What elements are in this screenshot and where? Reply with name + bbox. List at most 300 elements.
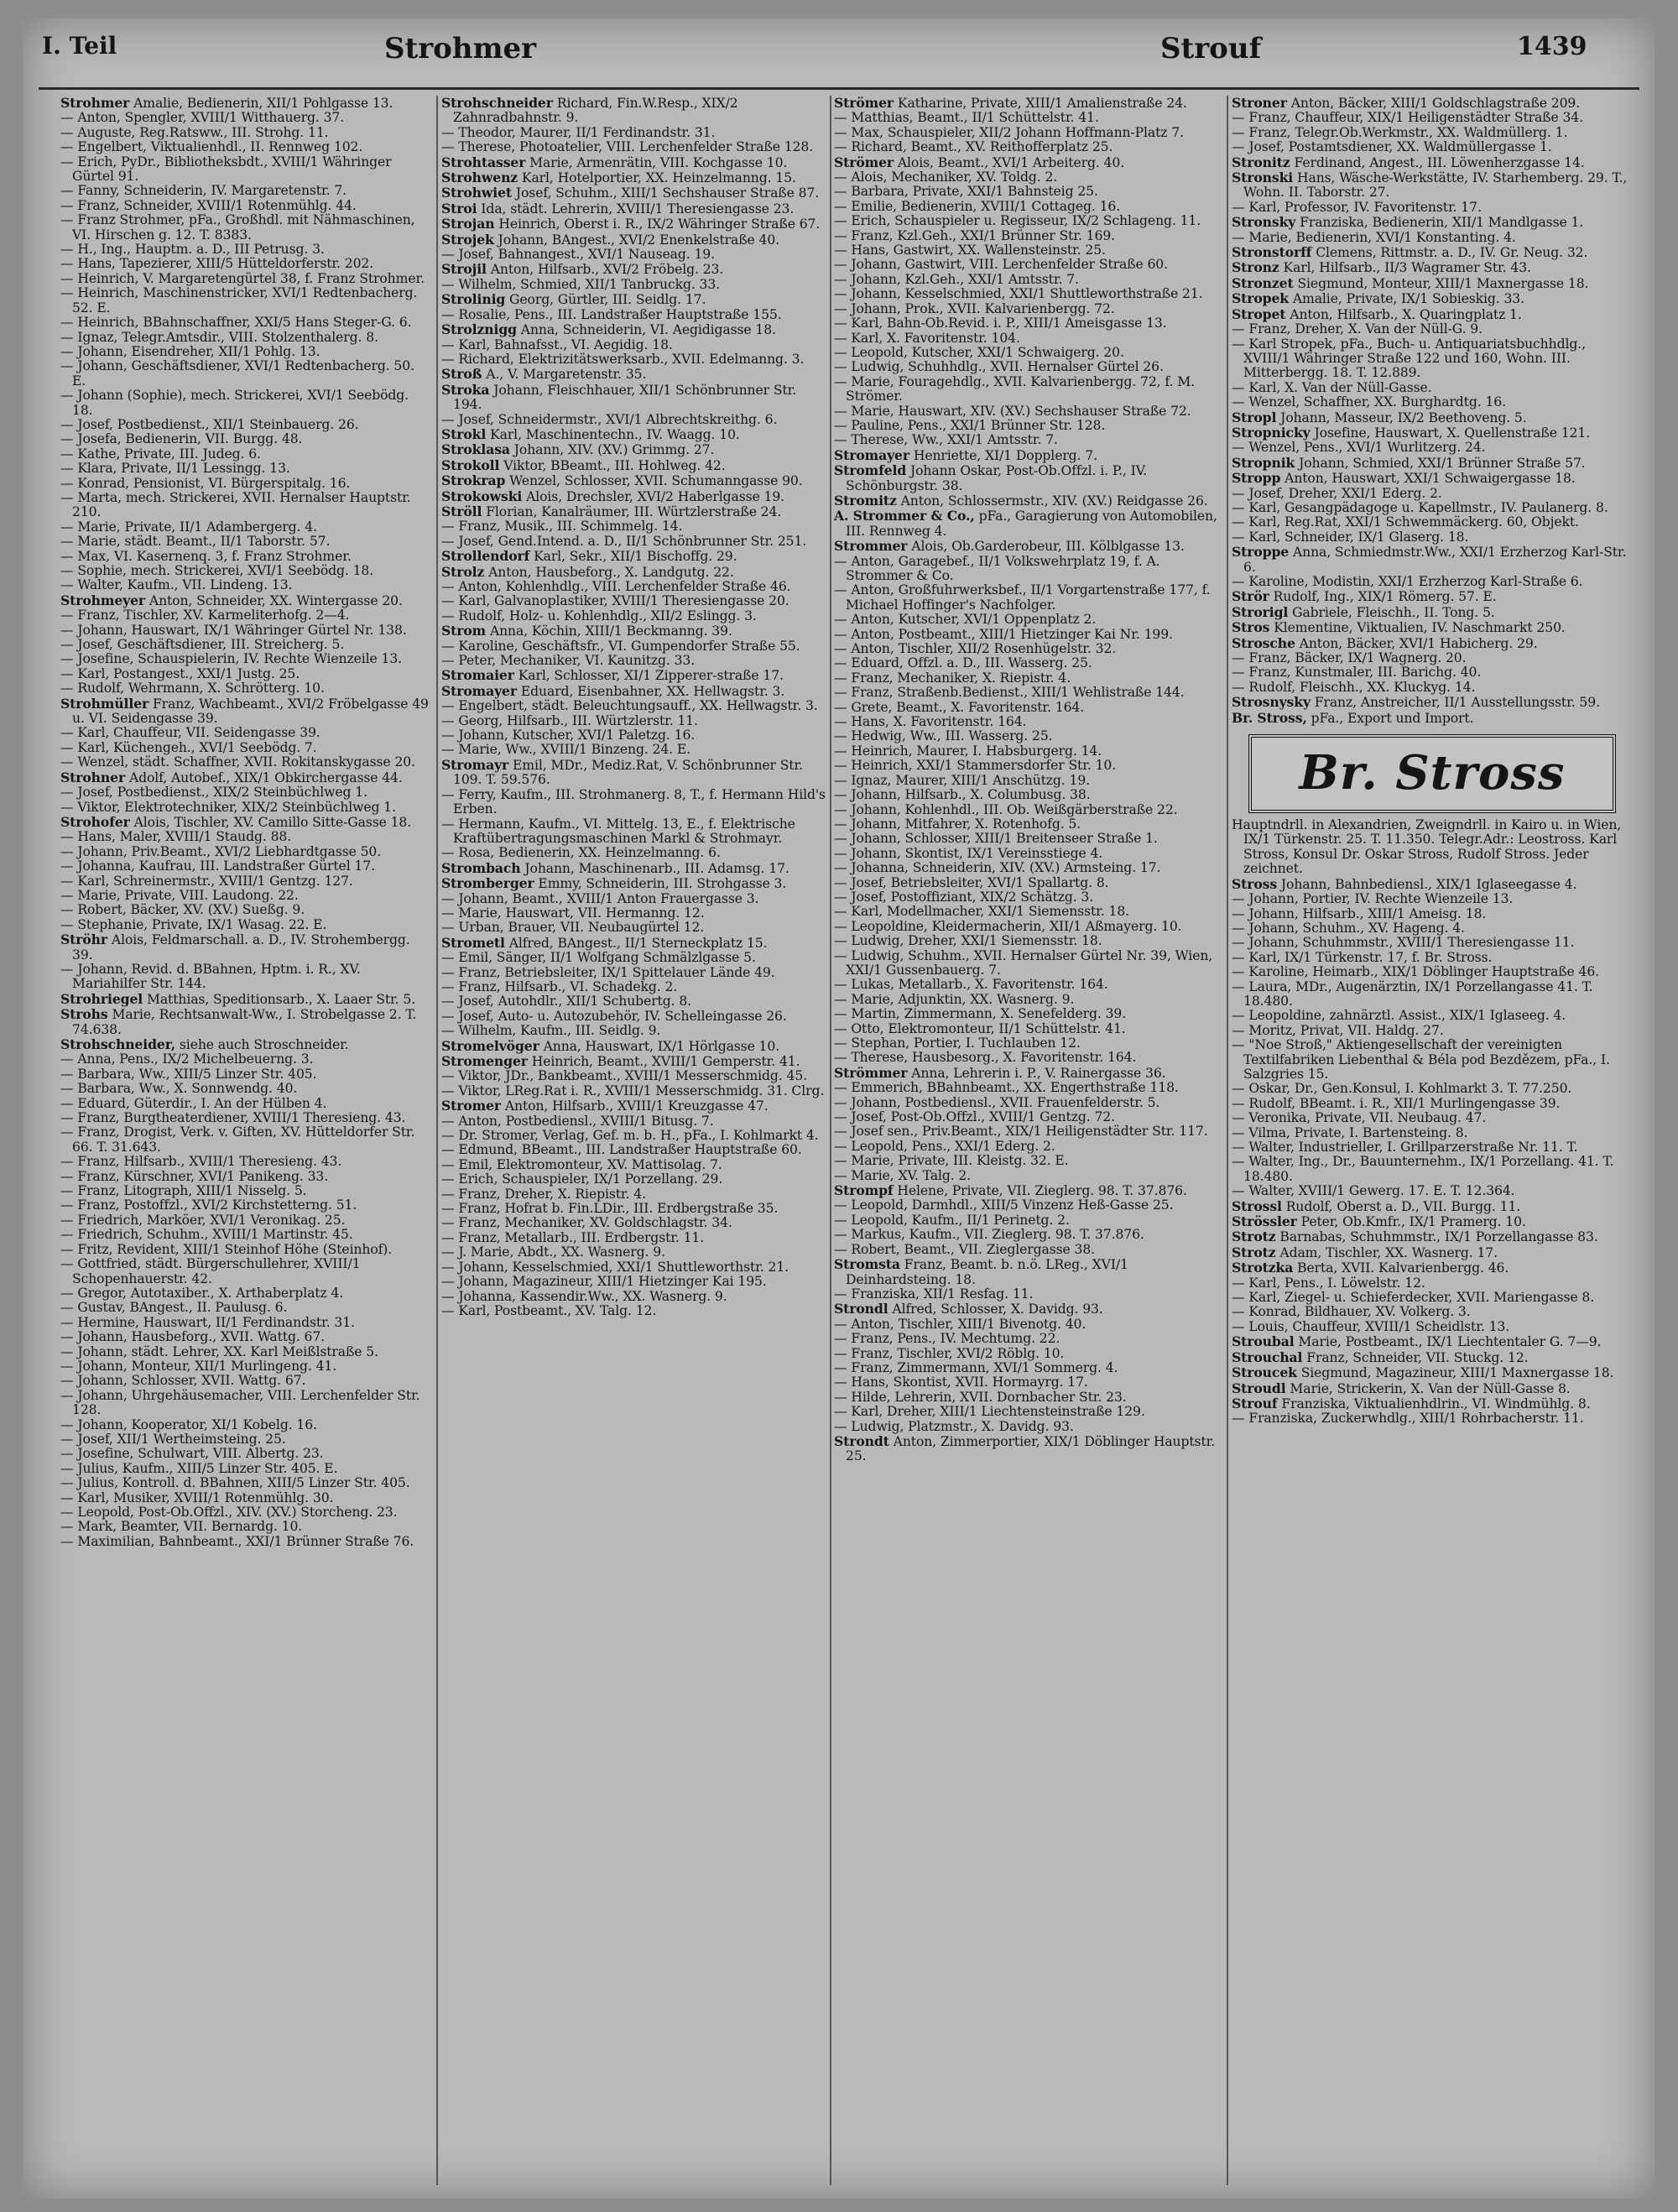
entry-details: Franz, Beamt. b. n.ö. LReg., XVI/1 Deinhardsteing. 18.	[846, 1257, 1128, 1287]
entry-details: — Franz, Postoffzl., XVI/2 Kirchstetterng. 51.	[60, 1197, 357, 1213]
entry-surname: Strolznigg	[441, 321, 517, 338]
directory-entry	[1232, 1038, 1629, 1082]
entry-details: — Hilde, Lehrerin, XVII. Dornbacher Str. 23.	[834, 1389, 1127, 1405]
keyword-right: Strouf	[1160, 32, 1262, 65]
entry-details: — Josef, Dreher, XXI/1 Ederg. 2.	[1232, 485, 1442, 501]
entry-details: pFa., Garagierung von Automobilen, III. Rennweg 4.	[846, 509, 1217, 539]
entry-details: Alfred, BAngest., II/1 Sterneckplatz 15.	[504, 935, 768, 951]
directory-entry	[441, 1024, 827, 1038]
entry-details: Johann, Schmied, XXI/1 Brünner Straße 57.	[1295, 455, 1586, 471]
entry-details: Anton, Schlossermstr., XIV. (XV.) Reidgasse 26.	[896, 493, 1208, 509]
entry-details: — Franz, Drogist, Verk. v. Giften, XV. Hütteldorfer Str. 66. T. 31.643.	[60, 1124, 415, 1155]
directory-entry	[834, 433, 1222, 447]
directory-entry	[60, 741, 430, 755]
directory-entry	[441, 1084, 827, 1098]
entry-details: — Franz, Straßenb.Bedienst., XIII/1 Wehlistraße 144.	[834, 685, 1185, 701]
entry-details: — Johann, Schlosser, XIII/1 Breitenseer Straße 1.	[834, 831, 1158, 847]
directory-entry	[60, 1125, 430, 1155]
directory-entry	[60, 243, 430, 257]
entry-details: — Karoline, Heimarb., XIX/1 Döblinger Hauptstraße 46.	[1232, 964, 1600, 980]
directory-entry	[834, 1051, 1222, 1065]
directory-entry	[441, 352, 827, 367]
directory-entry	[1232, 1024, 1629, 1038]
entry-details: — Friedrich, Schuhm., XVIII/1 Martinstr. 45.	[60, 1227, 353, 1243]
directory-entry	[1232, 636, 1629, 651]
entry-details: Anton, Bäcker, XVI/1 Habicherg. 29.	[1295, 635, 1538, 651]
entry-surname: Strohwenz	[441, 170, 519, 186]
entry-details: Franz, Anstreicher, II/1 Ausstellungsstr. 59.	[1310, 695, 1600, 711]
entry-details: — Oskar, Dr., Gen.Konsul, I. Kohlmarkt 3. T. 77.250.	[1232, 1081, 1572, 1097]
entry-details: — Erich, Schauspieler u. Regisseur, IX/2 Schlageng. 11.	[834, 213, 1201, 229]
entry-surname: Strondl	[834, 1301, 889, 1317]
directory-entry	[441, 232, 827, 248]
entry-details: — Leopold, Pens., XXI/1 Ederg. 2.	[834, 1138, 1055, 1154]
entry-details: — Josef, Betriebsleiter, XVI/1 Spallartg. 8.	[834, 874, 1109, 890]
directory-entry	[834, 170, 1222, 185]
directory-entry	[441, 817, 827, 847]
entry-details: Anton, Hilfsarb., XVIII/1 Kreuzgasse 47.	[501, 1098, 769, 1114]
entry-details: Helene, Private, VII. Zieglerg. 98. T. 37.876.	[893, 1183, 1187, 1199]
entry-details: — Karl, Ziegel- u. Schieferdecker, XVII. Mariengasse 8.	[1232, 1290, 1595, 1306]
running-head	[23, 18, 1655, 77]
directory-entry	[60, 963, 430, 992]
entry-details: — Heinrich, BBahnschaffner, XXI/5 Hans Steger-G. 6.	[60, 315, 412, 331]
directory-entry	[1232, 410, 1629, 425]
entry-details: — Wenzel, Pens., XVI/1 Wurlitzerg. 24.	[1232, 440, 1486, 456]
directory-entry	[834, 258, 1222, 272]
entry-details: Viktor, BBeamt., III. Hohlweg. 42.	[499, 457, 726, 473]
directory-entry	[1232, 471, 1629, 486]
entry-details: — Sophie, mech. Strickerei, XVI/1 Seebödg. 18.	[60, 563, 374, 578]
directory-entry	[441, 1275, 827, 1289]
entry-details: Anton, Hauswart, XXI/1 Schwaigergasse 18.	[1280, 471, 1576, 487]
directory-entry	[60, 1491, 430, 1505]
directory-entry	[834, 1140, 1222, 1154]
directory-entry	[834, 1183, 1222, 1198]
entry-details: — Edmund, BBeamt., III. Landstraßer Hauptstraße 60.	[441, 1142, 802, 1158]
entry-details: — Karl, Professor, IV. Favoritenstr. 17.	[1232, 199, 1482, 215]
entry-details: — Hermann, Kaufm., VI. Mittelg. 13, E., f. Elektrische Kraftübertragungsmaschinen Markl & Strohmayr.	[441, 816, 795, 846]
entry-details: — Anton, Tischler, XII/2 Rosenhügelstr. 32.	[834, 641, 1117, 657]
directory-entry	[60, 1228, 430, 1242]
directory-entry	[60, 1198, 430, 1213]
entry-details: — Leopold, Post-Ob.Offzl., XIV. (XV.) Storcheng. 23.	[60, 1505, 398, 1520]
directory-entry	[1232, 651, 1629, 665]
entry-surname: Stromayer	[441, 682, 517, 699]
directory-entry	[834, 214, 1222, 228]
entry-details: — Josefine, Schauspielerin, IV. Rechte Wienzeile 13.	[60, 651, 402, 667]
directory-entry	[834, 759, 1222, 773]
entry-details: — Josef, Postbedienst., XIX/2 Steinbüchlweg 1.	[60, 785, 367, 801]
directory-entry	[60, 1052, 430, 1067]
directory-entry	[1232, 1365, 1629, 1380]
directory-entry	[1232, 1411, 1629, 1426]
entry-details: — Hermine, Hauswart, II/1 Ferdinandstr. 31.	[60, 1314, 355, 1330]
directory-entry	[60, 1111, 430, 1125]
entry-details: — "Noe Stroß," Aktiengesellschaft der vereinigten Textilfabriken Liebenthal & Béla pod Bezdězem, pFa., I. Salzgries 15.	[1232, 1037, 1610, 1082]
entry-details: — Viktor, LReg.Rat i. R., XVIII/1 Messerschmidg. 31. Clrg.	[441, 1083, 825, 1098]
entry-details: Hauptndrll. in Alexandrien, Zweigndrll. in Kairo u. in Wien, IX/1 Türkenstr. 25. T. 11.350. Telegr.Adr.: Leostross. Karl Stross, Konsul Dr. Oskar Stross, Rudolf Stross. Jeder zeichnet.	[1232, 817, 1622, 877]
directory-entry	[1232, 260, 1629, 275]
directory-entry	[60, 1476, 430, 1490]
directory-entry	[834, 1007, 1222, 1021]
directory-entry	[1232, 1291, 1629, 1305]
entry-details: — Josef, Auto- u. Autozubehör, IV. Schelleingasse 26.	[441, 1008, 787, 1024]
directory-entry	[1232, 1350, 1629, 1365]
entry-details: — Karl, Dreher, XIII/1 Liechtensteinstraße 129.	[834, 1404, 1145, 1420]
entry-details: — Franz, Hilfsarb., VI. Schadekg. 2.	[441, 978, 678, 994]
directory-entry	[441, 609, 827, 623]
directory-entry	[60, 535, 430, 549]
directory-entry	[441, 140, 827, 154]
entry-details: — Franz Strohmer, pFa., Großhdl. mit Nähmaschinen, VI. Hirschen g. 12. T. 8383.	[60, 212, 415, 243]
directory-entry	[60, 992, 430, 1007]
entry-details: — Franz, Litograph, XIII/1 Nisselg. 5.	[60, 1183, 307, 1199]
entry-surname: Strössler	[1232, 1213, 1297, 1230]
directory-entry	[1232, 487, 1629, 501]
entry-details: Josef, Schuhm., XIII/1 Sechshauser Straße 87.	[512, 185, 820, 201]
directory-entry	[441, 1202, 827, 1216]
directory-entry	[834, 774, 1222, 788]
directory-entry	[441, 367, 827, 382]
entry-details: — Karl, X. Favoritenstr. 104.	[834, 330, 1020, 346]
directory-entry	[441, 1158, 827, 1172]
entry-details: — Therese, Hausbesorg., X. Favoritenstr. 164.	[834, 1050, 1137, 1066]
directory-entry	[441, 322, 827, 337]
entry-details: — Ignaz, Maurer, XIII/1 Anschützg. 19.	[834, 772, 1091, 788]
directory-entry	[1232, 201, 1629, 215]
entry-details: — Fanny, Schneiderin, IV. Margaretenstr. 7.	[60, 183, 347, 199]
entry-surname: Stroppe	[1232, 544, 1290, 561]
entry-surname: Strolz	[441, 563, 485, 580]
column-divider	[1227, 96, 1228, 2185]
directory-entry	[441, 262, 827, 277]
entry-details: — Anton, Tischler, XIII/1 Bivenotg. 40.	[834, 1316, 1087, 1332]
entry-details: — Franz, Pens., IV. Mechtumg. 22.	[834, 1331, 1060, 1347]
entry-surname: Stropl	[1232, 409, 1277, 425]
directory-entry	[60, 1447, 430, 1461]
directory-entry	[834, 1332, 1222, 1346]
entry-details: — Johann, Hauswart, IX/1 Währinger Gürtel Nr. 138.	[60, 622, 407, 638]
entry-details: — Erich, PyDr., Bibliotheksbdt., XVIII/1 Währinger Gürtel 91.	[60, 154, 392, 185]
entry-details: — Rosalie, Pens., III. Landstraßer Hauptstraße 155.	[441, 306, 782, 322]
directory-entry	[60, 1374, 430, 1388]
entry-details: — Hans, Gastwirt, XX. Wallensteinstr. 25.	[834, 243, 1106, 258]
entry-details: Marie, Strickerin, X. Van der Nüll-Gasse 8.	[1285, 1380, 1571, 1396]
directory-entry	[1232, 96, 1629, 111]
entry-surname: Stromsta	[834, 1256, 900, 1273]
directory-entry	[834, 978, 1222, 992]
entry-surname: Stronsky	[1232, 214, 1296, 231]
entry-details: — Leopoldine, Kleidermacherin, XII/1 Aßmayerg. 10.	[834, 918, 1182, 934]
entry-surname: Strör	[1232, 588, 1269, 605]
directory-entry	[60, 550, 430, 564]
entry-details: Franz, Schneider, VII. Stuckg. 12.	[1302, 1349, 1529, 1365]
entry-details: Katharine, Private, XIII/1 Amalienstraße 24.	[894, 96, 1187, 111]
directory-entry	[1232, 337, 1629, 381]
entry-details: — Alois, Mechaniker, XV. Toldg. 2.	[834, 170, 1058, 185]
entry-details: — Lukas, Metallarb., X. Favoritenstr. 164.	[834, 977, 1108, 993]
directory-entry	[60, 1097, 430, 1111]
entry-details: — Josef, Bahnangest., XVI/1 Nauseag. 19.	[441, 247, 715, 263]
directory-entry	[441, 504, 827, 519]
directory-entry	[834, 140, 1222, 154]
entry-details: — Max, VI. Kasernenq. 3, f. Franz Strohmer.	[60, 548, 352, 564]
entry-details: — Johann, Eisendreher, XII/1 Pohlg. 13.	[60, 343, 320, 359]
directory-entry	[441, 966, 827, 980]
entry-details: — Johann, Postbediensl., XVII. Frauenfelderstr. 5.	[834, 1094, 1160, 1110]
entry-surname: Strouf	[1232, 1395, 1278, 1411]
entry-surname: Stropnik	[1232, 454, 1295, 471]
directory-entry	[834, 463, 1222, 493]
entry-details: Johann, XIV. (XV.) Grimmg. 27.	[509, 442, 715, 458]
directory-entry	[1232, 907, 1629, 921]
entry-details: — Marie, Hauswart, VII. Hermanng. 12.	[441, 905, 705, 921]
directory-entry	[834, 1287, 1222, 1302]
directory-entry	[441, 458, 827, 473]
entry-details: — Johanna, Kaufrau, III. Landstraßer Gürtel 17.	[60, 858, 375, 874]
entry-details: — Johann, Geschäftsdiener, XVI/1 Redtenbacherg. 50. E.	[60, 358, 414, 389]
entry-surname: Strömer	[834, 154, 894, 170]
entry-details: — Kathe, Private, III. Judeg. 6.	[60, 446, 261, 462]
entry-details: — Max, Schauspieler, XII/2 Johann Hoffmann-Platz 7.	[834, 124, 1184, 140]
entry-details: — Konrad, Pensionist, VI. Bürgerspitalg. 16.	[60, 475, 351, 491]
directory-entry	[60, 432, 430, 446]
entry-details: Siegmund, Monteur, XIII/1 Maxnergasse 18.	[1293, 275, 1589, 291]
entry-details: Johann, Fleischhauer, XII/1 Schönbrunner Str. 194.	[453, 382, 797, 413]
directory-entry	[834, 555, 1222, 584]
entry-details: — Johann, Hausbeforg., XVII. Wattg. 67.	[60, 1329, 326, 1345]
entry-details: — Marie, städt. Beamt., II/1 Taborstr. 57.	[60, 534, 331, 550]
directory-entry	[1232, 515, 1629, 530]
entry-details: — Marie, Ww., XVIII/1 Binzeng. 24. E.	[441, 742, 691, 758]
entry-details: — Hans, Maler, XVIII/1 Staudg. 88.	[60, 829, 292, 845]
directory-entry	[441, 936, 827, 951]
entry-details: — Erich, Schauspieler, IX/1 Porzellang. 29.	[441, 1171, 723, 1187]
directory-entry	[441, 1069, 827, 1083]
entry-details: — Johann, Monteur, XII/1 Murlingeng. 41.	[60, 1358, 337, 1374]
entry-details: — Leopoldine, zahnärztl. Assist., XIX/1 Iglaseeg. 4.	[1232, 1008, 1566, 1024]
directory-entry	[441, 155, 827, 170]
entry-details: — Franz, Betriebsleiter, IX/1 Spittelauer Lände 49.	[441, 964, 775, 980]
entry-details: — Johann, Skontist, IX/1 Vereinsstiege 4.	[834, 845, 1103, 861]
entry-details: — Marie, XV. Talg. 2.	[834, 1167, 972, 1183]
entry-details: — Josef, Postoffiziant, XIX/2 Schätzg. 3.	[834, 889, 1094, 905]
entry-surname: Stroner	[1232, 96, 1287, 111]
entry-details: Wenzel, Schlosser, XVII. Schumanngasse 90.	[505, 473, 803, 489]
entry-surname: Stronitz	[1232, 154, 1290, 170]
directory-entry	[60, 140, 430, 154]
directory-entry	[1232, 1381, 1629, 1396]
entry-details: Johann, Bahnbediensl., XIX/1 Iglaseegasse 4.	[1277, 876, 1577, 892]
entry-details: — Franz, Tischler, XV. Karmeliterhofg. 2—4.	[60, 608, 350, 623]
entry-details: — Rosa, Bedienerin, XX. Heinzelmanng. 6.	[441, 845, 721, 861]
entry-details: Adam, Tischler, XX. Wasnerg. 17.	[1275, 1244, 1498, 1260]
directory-entry	[834, 628, 1222, 642]
directory-entry	[1232, 951, 1629, 965]
entry-details: — Karl, Reg.Rat, XXI/1 Schwemmäckerg. 60, Objekt.	[1232, 514, 1579, 530]
entry-details: — Richard, Beamt., XV. Reithofferplatz 25.	[834, 139, 1113, 155]
directory-entry	[60, 1418, 430, 1432]
directory-entry	[834, 686, 1222, 700]
entry-surname: Strotzka	[1232, 1260, 1294, 1276]
entry-details: — Konrad, Bildhauer, XV. Volkerg. 3.	[1232, 1304, 1471, 1320]
directory-entry	[834, 715, 1222, 729]
directory-entry	[60, 1535, 430, 1549]
directory-entry	[1232, 665, 1629, 680]
directory-entry	[441, 714, 827, 728]
directory-entry	[60, 155, 430, 185]
directory-entry	[441, 1143, 827, 1157]
entry-details: — Karoline, Geschäftsfr., VI. Gumpendorfer Straße 55.	[441, 638, 800, 654]
entry-details: — Richard, Elektrizitätswerksarb., XVII. Edelmanng. 3.	[441, 351, 805, 367]
directory-entry	[60, 1359, 430, 1374]
directory-entry	[1232, 1111, 1629, 1125]
entry-details: — Walter, Industrieller, I. Grillparzerstraße Nr. 11. T.	[1232, 1140, 1578, 1155]
directory-entry	[441, 921, 827, 935]
directory-entry	[834, 861, 1222, 875]
directory-entry	[441, 442, 827, 457]
directory-entry	[834, 920, 1222, 934]
entry-details: — Marie, Bedienerin, XVI/1 Konstanting. 4.	[1232, 229, 1516, 245]
entry-details: — Johann, Magazineur, XIII/1 Hietzinger Kai 195.	[441, 1274, 767, 1290]
directory-entry	[1232, 501, 1629, 515]
column-1	[60, 96, 430, 2190]
directory-entry	[441, 473, 827, 488]
entry-details: — Emmerich, BBahnbeamt., XX. Engerthstraße 118.	[834, 1080, 1179, 1096]
entry-details: — Karl, Gesangpädagoge u. Kapellmstr., IV. Paulanerg. 8.	[1232, 499, 1608, 515]
directory-entry	[1232, 1320, 1629, 1334]
entry-surname: Stropek	[1232, 290, 1290, 307]
directory-entry	[834, 847, 1222, 861]
entry-details: — Wenzel, Schaffner, XX. Burghardtg. 16.	[1232, 394, 1506, 410]
directory-entry	[441, 535, 827, 549]
entry-details: — Johann, Schuhmmstr., XVIII/1 Theresiengasse 11.	[1232, 935, 1575, 951]
entry-details: — Johann, Uhrgehäusemacher, VIII. Lerchenfelder Str. 128.	[60, 1387, 420, 1418]
entry-details: — Johann, Kesselschmied, XXI/1 Shuttleworthstraße 21.	[834, 286, 1203, 302]
directory-entry	[1232, 980, 1629, 1009]
entry-surname: Stros	[1232, 619, 1270, 636]
directory-entry	[60, 1082, 430, 1096]
entry-details: — Johann (Sophie), mech. Strickerei, XVI/1 Seebödg. 18.	[60, 388, 409, 418]
directory-entry	[441, 846, 827, 860]
entry-details: — Friedrich, Marköer, XVI/1 Veronikag. 25.	[60, 1212, 346, 1228]
directory-entry	[60, 1389, 430, 1418]
directory-entry	[834, 1081, 1222, 1095]
directory-entry	[834, 155, 1222, 170]
entry-details: Anna, Lehrerin i. P., V. Rainergasse 36.	[907, 1065, 1166, 1081]
directory-entry	[441, 788, 827, 817]
entry-details: — Rudolf, Fleischh., XX. Kluckyg. 14.	[1232, 679, 1476, 695]
directory-entry	[834, 1347, 1222, 1361]
directory-entry	[60, 331, 430, 345]
directory-entry	[60, 418, 430, 432]
directory-entry	[60, 286, 430, 316]
entry-details: — Franz, Mechaniker, X. Riepistr. 4.	[834, 670, 1071, 686]
entry-details: — Wenzel, städt. Schaffner, XVII. Rokitanskygasse 20.	[60, 754, 415, 770]
directory-entry	[60, 1184, 430, 1198]
entry-details: — Ludwig, Schuhm., XVII. Hernalser Gürtel Nr. 39, Wien, XXI/1 Gussenbauerg. 7.	[834, 947, 1213, 978]
entry-details: — Josef, Geschäftsdiener, III. Streicherg. 5.	[60, 637, 345, 653]
directory-entry	[60, 491, 430, 520]
directory-entry	[60, 316, 430, 330]
entry-details: — Hedwig, Ww., III. Wasserg. 25.	[834, 728, 1053, 744]
entry-surname: Strondt	[834, 1432, 889, 1449]
directory-entry	[441, 549, 827, 564]
entry-details: — Leopold, Darmhdl., XIII/5 Vinzenz Heß-Gasse 25.	[834, 1197, 1174, 1213]
entry-details: — Emilie, Bedienerin, XVIII/1 Cottageg. 16.	[834, 198, 1121, 214]
entry-details: — Hans, X. Favoritenstr. 164.	[834, 714, 1027, 730]
entry-details: — Karl, Musiker, XVIII/1 Rotenmühlg. 30.	[60, 1489, 334, 1505]
entry-details: Marie, Rechtsanwalt-Ww., I. Strobelgasse 2. T. 74.638.	[72, 1007, 417, 1037]
directory-entry	[60, 213, 430, 243]
directory-entry	[834, 419, 1222, 433]
entry-details: — Wilhelm, Schmied, XII/1 Tanbruckg. 33.	[441, 276, 721, 292]
directory-entry	[441, 489, 827, 504]
entry-details: — Ferry, Kaufm., III. Strohmanerg. 8, T., f. Hermann Hild's Erben.	[441, 786, 826, 817]
directory-entry	[441, 217, 827, 232]
directory-entry	[60, 126, 430, 140]
entry-details: Johann Oskar, Post-Ob.Offzl. i. P., IV. Schönburgstr. 38.	[846, 463, 1148, 493]
entry-surname: Stropp	[1232, 470, 1281, 487]
directory-entry	[1232, 1155, 1629, 1184]
entry-details: — Franz, Hilfsarb., XVIII/1 Theresieng. 43.	[60, 1154, 342, 1170]
directory-entry	[441, 519, 827, 534]
directory-entry	[1232, 1082, 1629, 1096]
entry-surname: Strorigl	[1232, 603, 1289, 620]
directory-entry	[834, 111, 1222, 125]
entry-details: Rudolf, Oberst a. D., VII. Burgg. 11.	[1281, 1198, 1521, 1214]
entry-details: — Stephan, Portier, I. Tuchlauben 12.	[834, 1036, 1081, 1051]
directory-entry	[441, 413, 827, 427]
entry-surname: Stroudl	[1232, 1380, 1286, 1396]
directory-entry	[60, 272, 430, 286]
directory-entry	[60, 1301, 430, 1315]
directory-entry	[834, 642, 1222, 656]
entry-surname: Stromer	[441, 1098, 502, 1114]
entry-surname: Br. Stross,	[1232, 709, 1307, 726]
entry-details: — Martin, Zimmermann, X. Senefelderg. 39.	[834, 1006, 1127, 1022]
entry-details: — Johann, Portier, IV. Rechte Wienzeile 13.	[1232, 891, 1514, 907]
entry-details: Anton, Schneider, XX. Wintergasse 20.	[145, 592, 403, 608]
entry-details: — Gottfried, städt. Bürgerschullehrer, XVIII/1 Schopenhauerstr. 42.	[60, 1256, 361, 1286]
entry-details: — Karoline, Modistin, XXI/1 Erzherzog Karl-Straße 6.	[1232, 574, 1583, 589]
entry-details: — Franz, Bäcker, IX/1 Wagnerg. 20.	[1232, 650, 1467, 666]
entry-details: — Johann, Gastwirt, VIII. Lerchenfelder Straße 60.	[834, 257, 1168, 273]
entry-details: — Ludwig, Platzmstr., X. Davidg. 93.	[834, 1418, 1074, 1434]
entry-surname: Strohmer	[60, 96, 130, 111]
directory-entry	[60, 874, 430, 889]
entry-details: Georg, Gürtler, III. Seidlg. 17.	[505, 292, 706, 308]
directory-entry	[834, 729, 1222, 743]
directory-entry	[60, 623, 430, 638]
directory-entry	[441, 1260, 827, 1275]
entry-details: Alois, Tischler, XV. Camillo Sitte-Gasse 18.	[129, 814, 412, 830]
directory-entry	[834, 185, 1222, 199]
entry-details: — Anton, Kohlenhdlg., VIII. Lerchenfelder Straße 46.	[441, 579, 791, 594]
entry-surname: Strojek	[441, 231, 494, 248]
directory-entry	[60, 1067, 430, 1082]
directory-entry	[441, 565, 827, 580]
directory-entry	[60, 1286, 430, 1301]
entry-surname: Stromayr	[441, 756, 509, 773]
directory-entry	[834, 1154, 1222, 1168]
directory-entry	[441, 892, 827, 906]
directory-entry	[1232, 1097, 1629, 1111]
entry-surname: Strohtasser	[441, 154, 526, 170]
entry-details: — J. Marie, Abdt., XX. Wasnerg. 9.	[441, 1244, 665, 1260]
directory-entry	[1232, 605, 1629, 620]
